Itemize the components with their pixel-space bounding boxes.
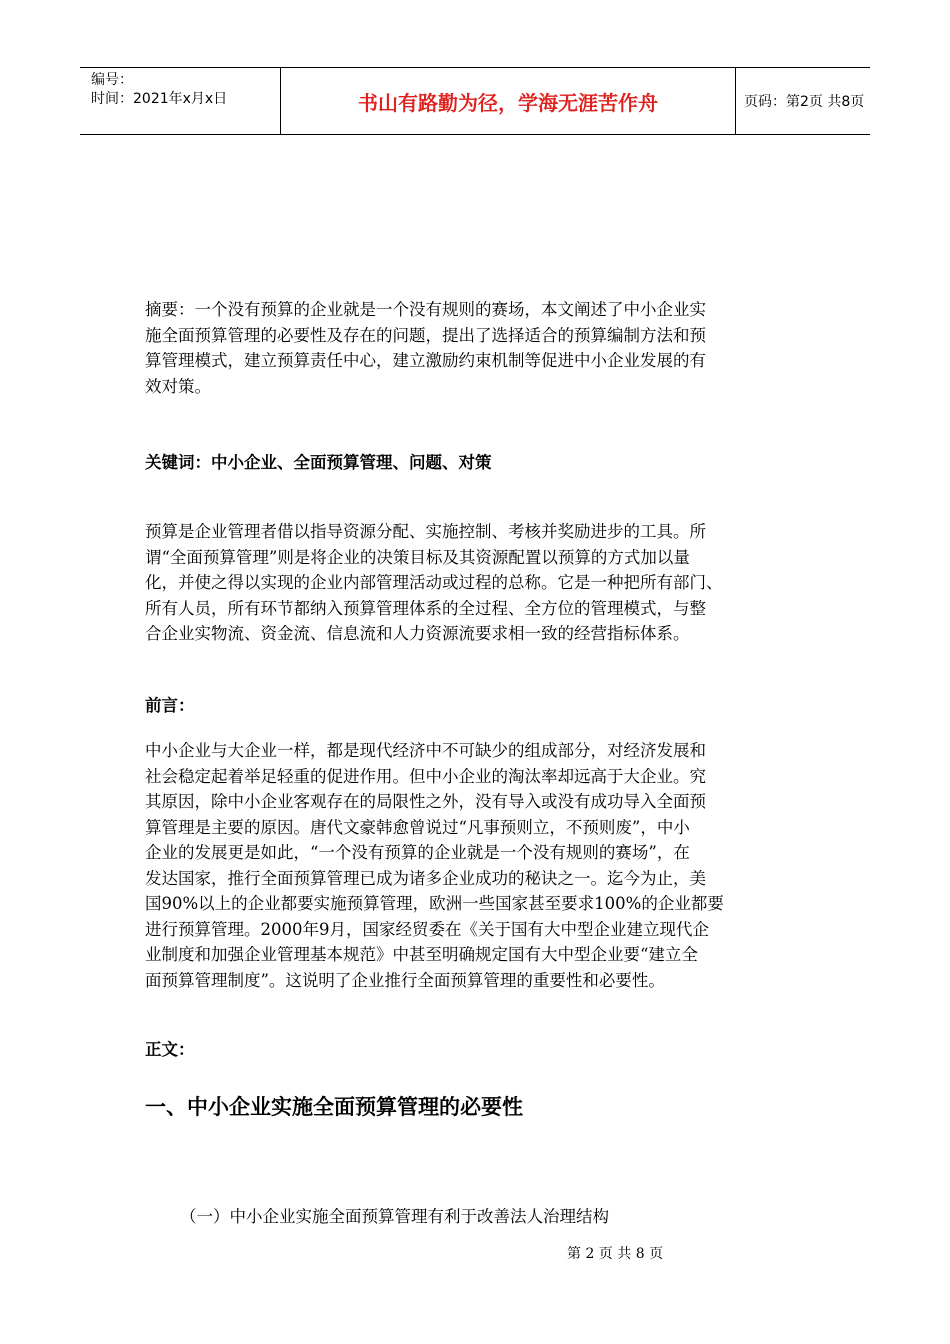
- time-label: 时间：2021年x月x日: [91, 91, 228, 107]
- preface-line: 社会稳定起着举足轻重的促进作用。但中小企业的淘汰率却远高于大企业。究: [145, 766, 706, 786]
- document-header: [80, 67, 870, 135]
- preface-line: 企业的发展更是如此，“一个没有预算的企业就是一个没有规则的赛场”，在: [145, 843, 690, 862]
- page-footer: 第 2 页 共 8 页: [567, 1246, 664, 1262]
- preface-line: 国90%以上的企业都要实施预算管理，欧洲一些国家甚至要求100%的企业都要: [145, 894, 724, 913]
- number-label: 编号：: [91, 72, 133, 88]
- preface-heading: 前言：: [145, 696, 195, 715]
- section-heading: 一、中小企业实施全面预算管理的必要性: [145, 1095, 523, 1119]
- header-page-info: 页码：第2页 共8页: [744, 94, 865, 110]
- abstract-line: 摘要：一个没有预算的企业就是一个没有规则的赛场，本文阐述了中小企业实: [145, 300, 706, 319]
- abstract-line: 效对策。: [145, 376, 211, 396]
- definition-line: 谓“全面预算管理”则是将企业的决策目标及其资源配置以预算的方式加以量: [145, 547, 690, 567]
- keywords-line: 关键词：中小企业、全面预算管理、问题、对策: [145, 453, 492, 472]
- definition-line: 合企业实物流、资金流、信息流和人力资源流要求相一致的经营指标体系。: [145, 624, 690, 643]
- preface-line: 面预算管理制度”。这说明了企业推行全面预算管理的重要性和必要性。: [145, 970, 665, 990]
- abstract-paragraph: [145, 297, 810, 399]
- preface-line: 其原因，除中小企业客观存在的局限性之外，没有导入或没有成功导入全面预: [145, 792, 706, 811]
- definition-paragraph: [145, 519, 810, 647]
- preface-line: 业制度和加强企业管理基本规范》中甚至明确规定国有大中型企业要“建立全: [145, 945, 698, 964]
- preface-line: 中小企业与大企业一样，都是现代经济中不可缺少的组成部分，对经济发展和: [145, 741, 706, 760]
- body-heading: 正文：: [145, 1040, 195, 1059]
- preface-line: 进行预算管理。2000年9月，国家经贸委在《关于国有大中型企业建立现代企: [145, 919, 709, 939]
- definition-line: 化，并使之得以实现的企业内部管理活动或过程的总称。它是一种把所有部门、: [145, 573, 723, 592]
- preface-line: 算管理是主要的原因。唐代文豪韩愈曾说过“凡事预则立，不预则废”，中小: [145, 817, 690, 837]
- header-motto: 书山有路勤为径，学海无涯苦作舟: [281, 68, 736, 134]
- subsection-heading: （一）中小企业实施全面预算管理有利于改善法人治理结构: [180, 1207, 609, 1226]
- definition-line: 所有人员，所有环节都纳入预算管理体系的全过程、全方位的管理模式，与整: [145, 598, 706, 618]
- abstract-line: 算管理模式，建立预算责任中心，建立激励约束机制等促进中小企业发展的有: [145, 351, 706, 370]
- header-meta: [80, 68, 281, 134]
- definition-line: 预算是企业管理者借以指导资源分配、实施控制、考核并奖励进步的工具。所: [145, 522, 706, 541]
- abstract-line: 施全面预算管理的必要性及存在的问题，提出了选择适合的预算编制方法和预: [145, 325, 706, 345]
- preface-paragraph: [145, 738, 810, 993]
- preface-line: 发达国家，推行全面预算管理已成为诸多企业成功的秘诀之一。迄今为止，美: [145, 868, 706, 888]
